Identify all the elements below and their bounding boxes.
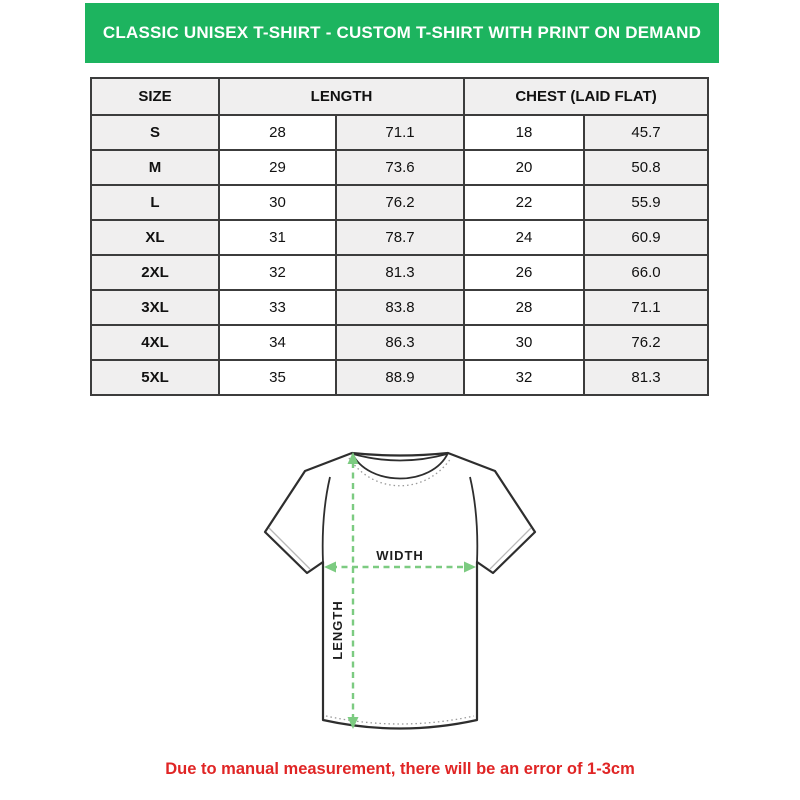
chest-cm-cell: 76.2: [584, 325, 708, 360]
chest-inches-cell: 22: [464, 185, 584, 220]
chest-inches-cell: 20: [464, 150, 584, 185]
length-inches-cell: 33: [219, 290, 336, 325]
size-cell: S: [91, 115, 219, 150]
table-row: [91, 290, 708, 325]
table-row: [91, 360, 708, 395]
size-cell: 5XL: [91, 360, 219, 395]
chest-cm-cell: 60.9: [584, 220, 708, 255]
chest-cm-cell: 50.8: [584, 150, 708, 185]
length-cm-cell: 73.6: [336, 150, 464, 185]
length-cm-cell: 71.1: [336, 115, 464, 150]
chest-cm-cell: 45.7: [584, 115, 708, 150]
width-label: WIDTH: [376, 548, 424, 563]
size-cell: 2XL: [91, 255, 219, 290]
size-cell: 3XL: [91, 290, 219, 325]
length-inches-cell: 32: [219, 255, 336, 290]
length-cm-cell: 88.9: [336, 360, 464, 395]
table-row: [91, 185, 708, 220]
table-row: [91, 220, 708, 255]
chest-inches-cell: 26: [464, 255, 584, 290]
chest-cm-cell: 66.0: [584, 255, 708, 290]
size-chart-table: [90, 77, 709, 396]
tshirt-outline-icon: [265, 453, 535, 729]
size-cell: L: [91, 185, 219, 220]
size-table-header: [91, 78, 708, 115]
length-inches-cell: 31: [219, 220, 336, 255]
chest-cm-cell: 71.1: [584, 290, 708, 325]
size-cell: 4XL: [91, 325, 219, 360]
table-row: [91, 255, 708, 290]
size-column-header: SIZE: [91, 78, 219, 115]
chest-column-header: CHEST (LAID FLAT): [464, 78, 708, 115]
chest-inches-cell: 32: [464, 360, 584, 395]
length-label: LENGTH: [330, 600, 345, 660]
page-title: CLASSIC UNISEX T-SHIRT - CUSTOM T-SHIRT WITH PRINT ON DEMAND: [102, 23, 702, 42]
length-inches-cell: 28: [219, 115, 336, 150]
header-row: [91, 78, 708, 115]
size-cell: XL: [91, 220, 219, 255]
chest-cm-cell: 81.3: [584, 360, 708, 395]
length-cm-cell: 81.3: [336, 255, 464, 290]
chest-cm-cell: 55.9: [584, 185, 708, 220]
chest-inches-cell: 30: [464, 325, 584, 360]
table-row: [91, 115, 708, 150]
title-banner: [85, 3, 719, 63]
chest-inches-cell: 18: [464, 115, 584, 150]
table-row: [91, 150, 708, 185]
chest-inches-cell: 24: [464, 220, 584, 255]
chest-inches-cell: 28: [464, 290, 584, 325]
size-cell: M: [91, 150, 219, 185]
measurement-note: Due to manual measurement, there will be an error of 1-3cm: [165, 760, 635, 778]
length-column-header: LENGTH: [219, 78, 464, 115]
length-cm-cell: 86.3: [336, 325, 464, 360]
size-table-body: [91, 115, 708, 395]
length-cm-cell: 83.8: [336, 290, 464, 325]
length-cm-cell: 78.7: [336, 220, 464, 255]
length-cm-cell: 76.2: [336, 185, 464, 220]
length-inches-cell: 30: [219, 185, 336, 220]
tshirt-measurement-diagram: [250, 445, 550, 755]
length-inches-cell: 29: [219, 150, 336, 185]
length-inches-cell: 35: [219, 360, 336, 395]
table-row: [91, 325, 708, 360]
length-inches-cell: 34: [219, 325, 336, 360]
